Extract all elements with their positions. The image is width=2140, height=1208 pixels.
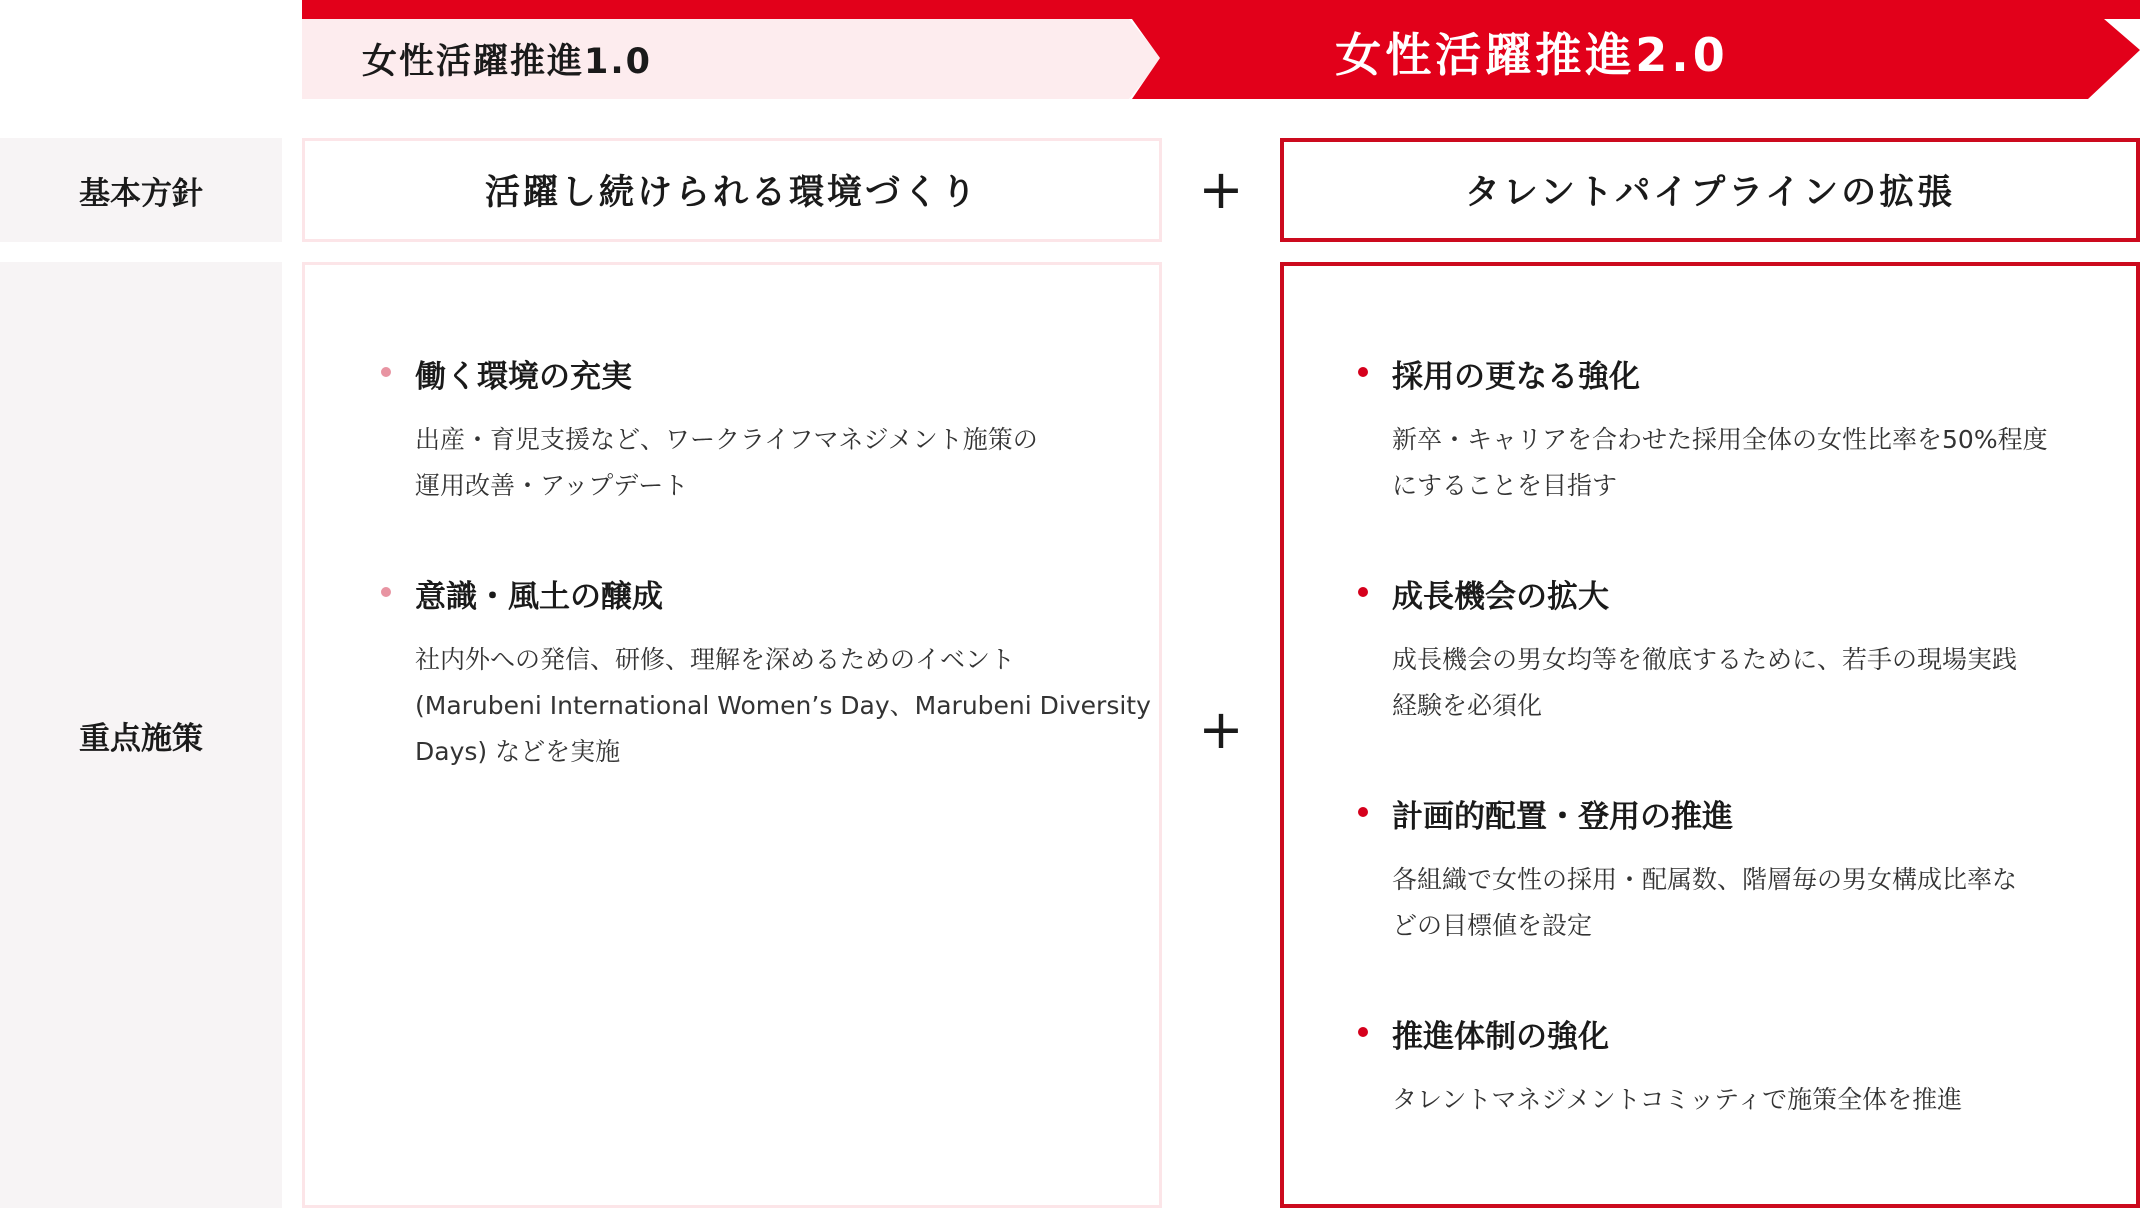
policy-v2-box: [1280, 138, 2140, 242]
policy-v2-text: タレントパイプラインの拡張: [1464, 173, 1956, 213]
measures-v2-box: [1280, 262, 2140, 1208]
measure-title-text: 働く環境の充実: [415, 359, 632, 395]
measure-desc-line: 出産・育児支援など、ワークライフマネジメント施策の: [415, 425, 1038, 454]
measure-item: [1358, 575, 2058, 729]
measure-description: [1358, 637, 2058, 729]
measure-title: [381, 575, 1081, 619]
bullet-dot-icon: [381, 587, 391, 597]
measure-item: [1358, 355, 2058, 509]
measure-description: [381, 637, 1151, 775]
bullet-dot-icon: [381, 367, 391, 377]
measure-title: [1358, 795, 2058, 839]
plus-icon: +: [1198, 698, 1244, 761]
measure-description: [1358, 1077, 2058, 1123]
measure-desc-line: 経験を必須化: [1392, 691, 1543, 720]
bullet-dot-icon: [1358, 807, 1368, 817]
measure-title-text: 成長機会の拡大: [1392, 579, 1609, 615]
measure-desc-line: Days) などを実施: [415, 737, 621, 766]
measure-title: [381, 355, 1081, 399]
bullet-dot-icon: [1358, 587, 1368, 597]
v1-header-label: 女性活躍推進1.0: [362, 42, 653, 82]
policy-v1-box: [302, 138, 1162, 242]
row-label-policy: [0, 138, 282, 242]
measure-item: [1358, 1015, 2058, 1123]
measure-desc-line: 社内外への発信、研修、理解を深めるためのイベント: [415, 645, 1016, 674]
measure-desc-line: 成長機会の男女均等を徹底するために、若手の現場実践: [1392, 645, 2018, 674]
measure-title-text: 採用の更なる強化: [1392, 359, 1640, 395]
measure-title-text: 計画的配置・登用の推進: [1392, 799, 1733, 835]
plus-icon: +: [1198, 158, 1244, 221]
measure-desc-line: タレントマネジメントコミッティで施策全体を推進: [1392, 1085, 1963, 1114]
measure-item: [381, 355, 1081, 509]
measure-desc-line: 新卒・キャリアを合わせた採用全体の女性比率を50%程度: [1392, 425, 2048, 454]
measure-description: [1358, 857, 2058, 949]
measure-title: [1358, 1015, 2058, 1059]
measure-description: [1358, 417, 2058, 509]
bullet-dot-icon: [1358, 367, 1368, 377]
measure-title-text: 推進体制の強化: [1392, 1019, 1609, 1055]
row-label-policy-text: 基本方針: [79, 175, 203, 212]
measure-item: [381, 575, 1151, 775]
v2-header-label: 女性活躍推進2.0: [1335, 28, 1729, 82]
measure-desc-line: 各組織で女性の採用・配属数、階層毎の男女構成比率な: [1392, 865, 2018, 894]
measure-title-text: 意識・風土の醸成: [415, 579, 663, 615]
measure-desc-line: 運用改善・アップデート: [415, 471, 689, 500]
bullet-dot-icon: [1358, 1027, 1368, 1037]
policy-v1-text: 活躍し続けられる環境づくり: [484, 173, 979, 213]
row-label-measures: [0, 262, 282, 1208]
measure-desc-line: にすることを目指す: [1392, 471, 1618, 500]
row-label-measures-text: 重点施策: [79, 720, 203, 757]
measure-item: [1358, 795, 2058, 949]
measure-desc-line: (Marubeni International Women’s Day、Marubeni Diversity: [415, 691, 1151, 720]
measure-title: [1358, 355, 2058, 399]
measures-v1-box: [302, 262, 1162, 1208]
measure-desc-line: どの目標値を設定: [1392, 911, 1593, 940]
measure-title: [1358, 575, 2058, 619]
measure-description: [381, 417, 1081, 509]
